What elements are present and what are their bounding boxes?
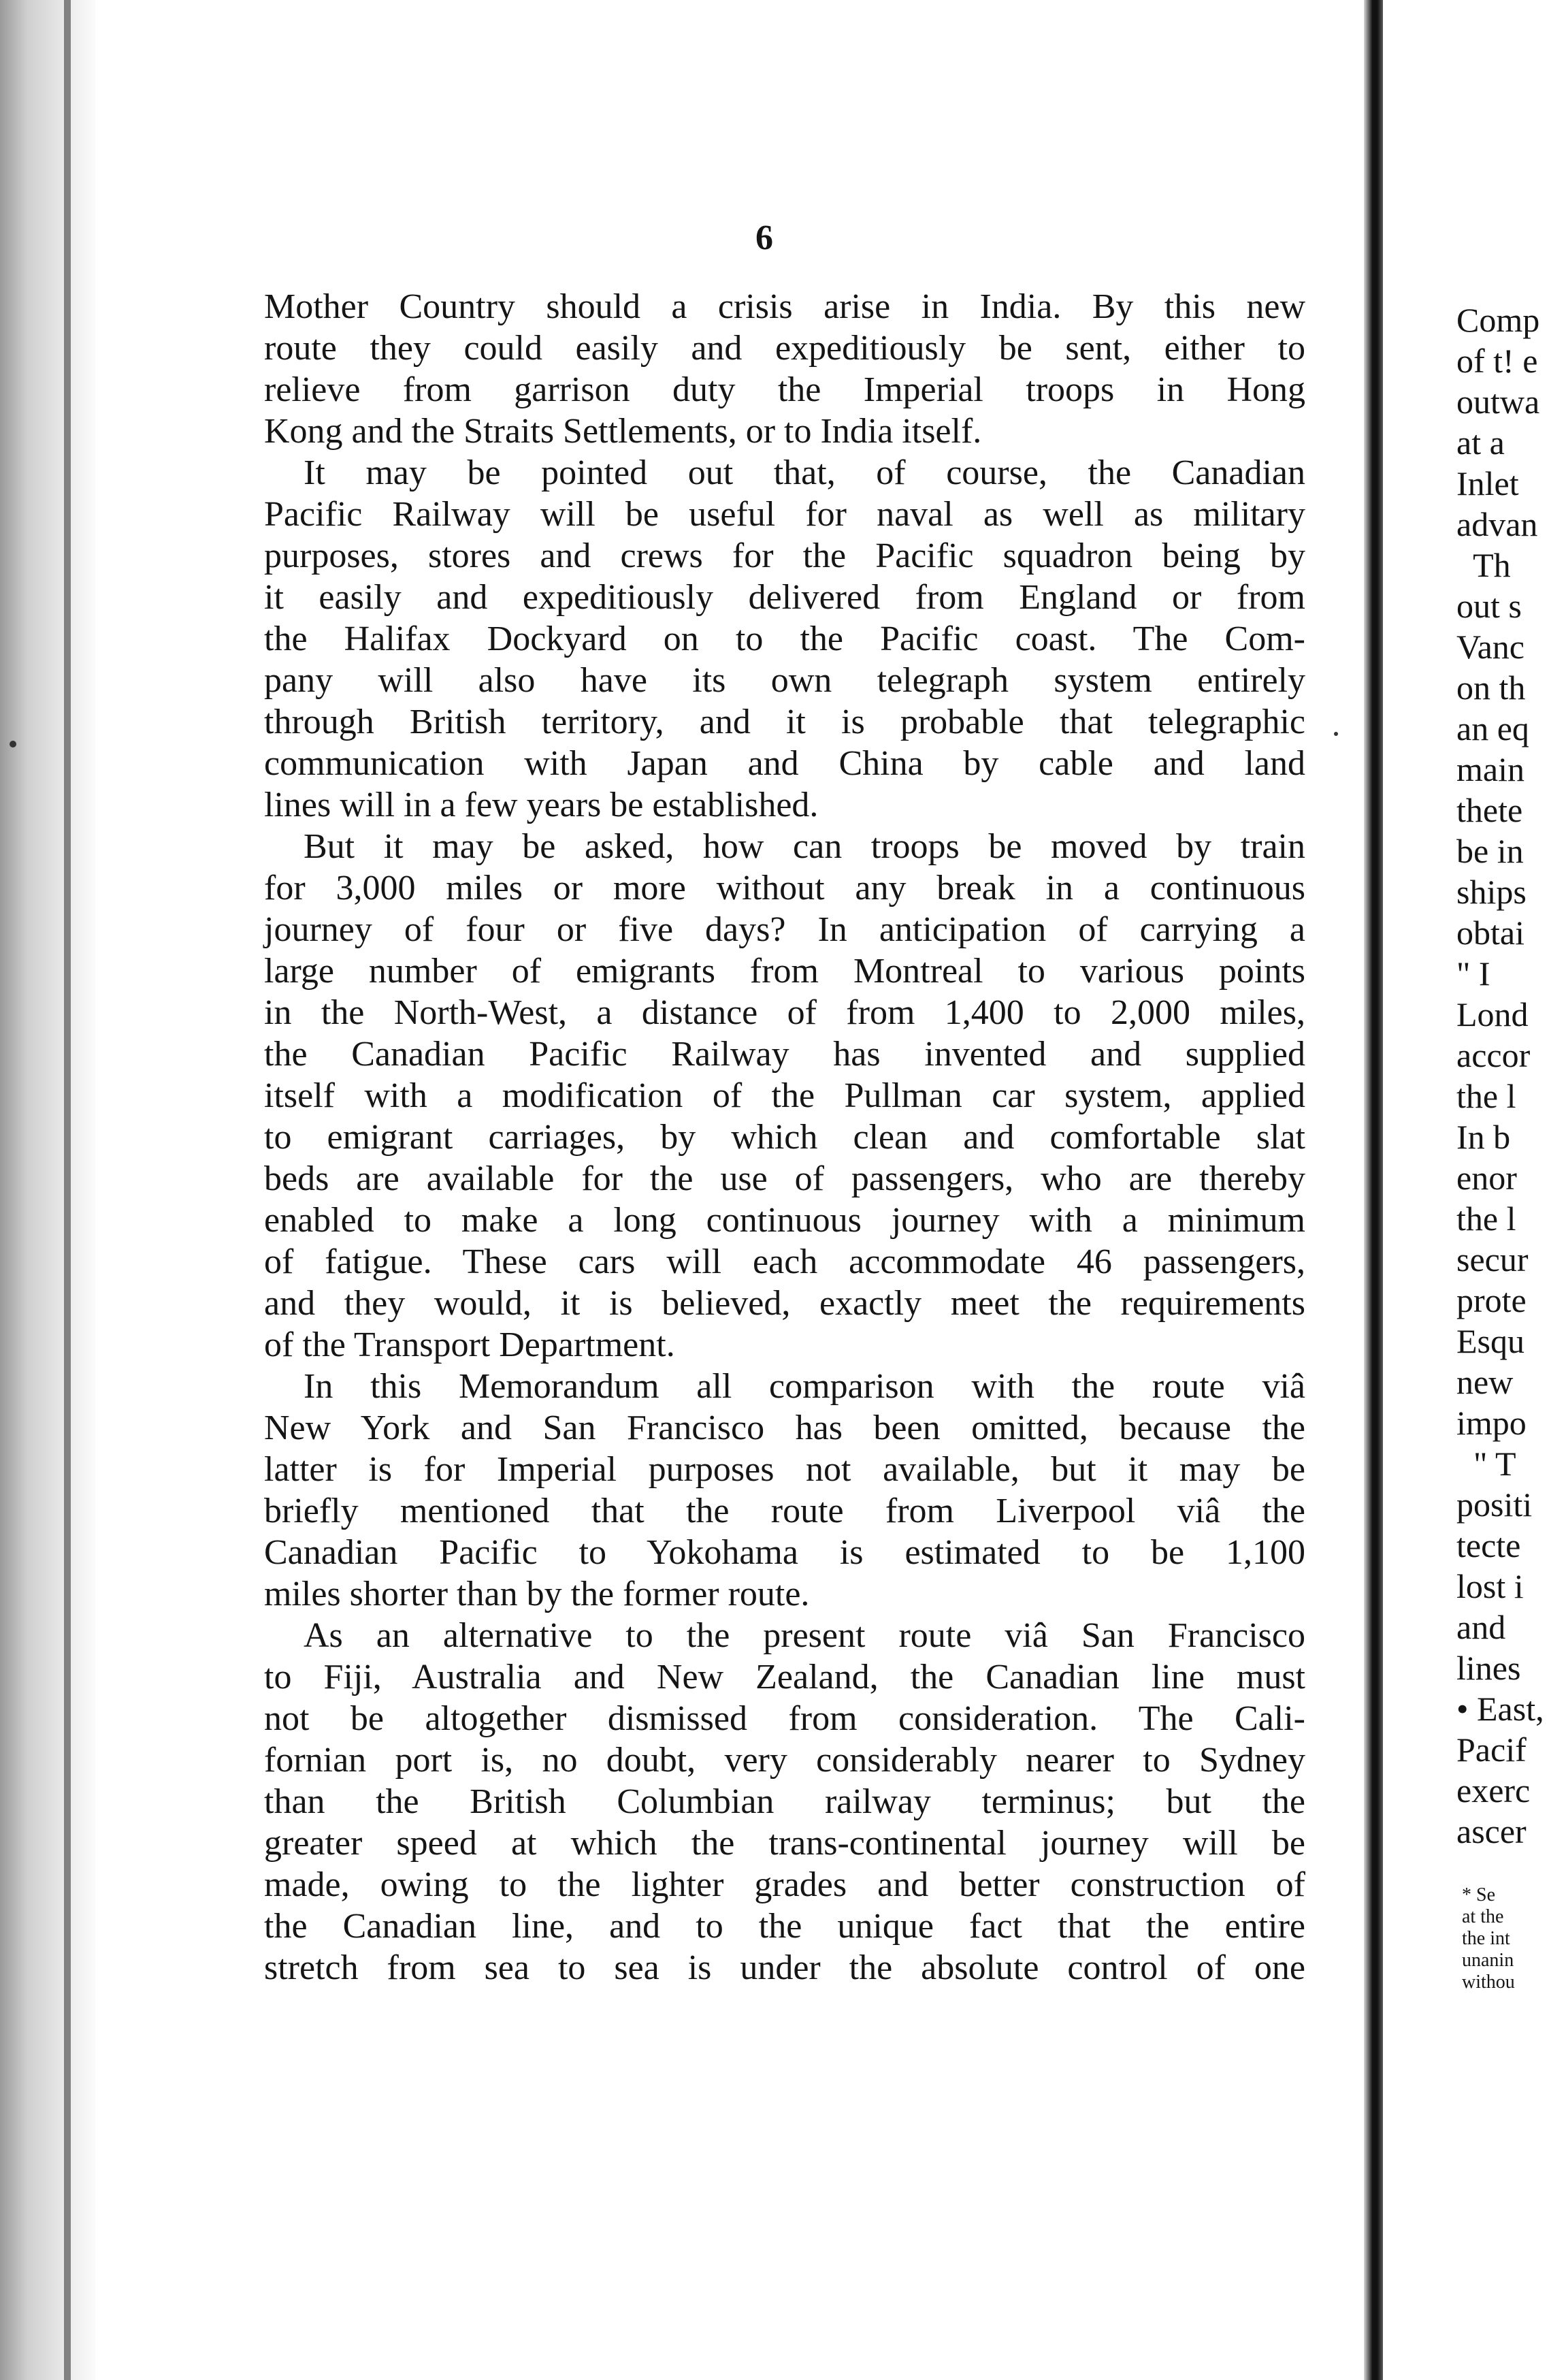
text-line: the Canadian line, and to the unique fact that the entire (264, 1907, 1305, 1946)
text-line: In this Memorandum all comparison with the route viâ (304, 1367, 1305, 1406)
text-line: and they would, it is believed, exactly meet the requirements (264, 1284, 1305, 1323)
text-line: As an alternative to the present route viâ San Francisco (304, 1616, 1305, 1655)
text-line: large number of emigrants from Montreal to various points (264, 952, 1305, 991)
text-line: to Fiji, Australia and New Zealand, the Canadian line must (264, 1658, 1305, 1696)
text-line: for 3,000 miles or more without any break in a continuous (264, 869, 1305, 907)
text-line: in the North-West, a distance of from 1,400 to 2,000 miles, (264, 993, 1305, 1032)
text-line: Canadian Pacific to Yokohama is estimated to be 1,100 (264, 1533, 1305, 1572)
text-line: communication with Japan and China by cable and land (264, 744, 1305, 783)
text-line: It may be pointed out that, of course, the Canadian (304, 453, 1305, 492)
text-line: itself with a modification of the Pullman car system, applied (264, 1076, 1305, 1115)
text-line: of fatigue. These cars will each accommodate 46 passengers, (264, 1242, 1305, 1281)
text-line: lines will in a few years be established. (264, 786, 819, 824)
text-line: enabled to make a long continuous journey with a minimum (264, 1201, 1305, 1240)
text-line: not be altogether dismissed from consideration. The Cali- (264, 1699, 1305, 1738)
text-line: route they could easily and expeditiously be sent, either to (264, 329, 1305, 368)
text-line: Pacific Railway will be useful for naval as well as military (264, 495, 1305, 534)
text-line: the Halifax Dockyard on to the Pacific coast. The Com- (264, 620, 1305, 658)
scan-speck (1334, 732, 1338, 736)
text-line: beds are available for the use of passengers, who are thereby (264, 1159, 1305, 1198)
body-text (264, 286, 1305, 1989)
book-gutter (1364, 0, 1383, 2380)
text-line: than the British Columbian railway terminus; but the (264, 1782, 1305, 1821)
scan-edge-left (0, 0, 102, 2380)
page-number: 6 (755, 219, 773, 257)
text-line: relieve from garrison duty the Imperial troops in Hong (264, 370, 1305, 409)
text-line: greater speed at which the trans-continental journey will be (264, 1824, 1305, 1863)
scan-binding-line (64, 0, 71, 2380)
text-line: made, owing to the lighter grades and better construction of (264, 1865, 1305, 1904)
text-line: pany will also have its own telegraph system entirely (264, 661, 1305, 700)
text-line: of the Transport Department. (264, 1325, 675, 1364)
text-line: briefly mentioned that the route from Liverpool viâ the (264, 1492, 1305, 1530)
text-line: purposes, stores and crews for the Pacific squadron being by (264, 536, 1305, 575)
text-line: it easily and expeditiously delivered from England or from (264, 578, 1305, 617)
text-line: Mother Country should a crisis arise in India. By this new (264, 287, 1305, 326)
right-page-footnote-fragment: * Se at the the int unanin withou (1462, 1884, 1515, 1993)
text-line: journey of four or five days? In anticipation of carrying a (264, 910, 1305, 949)
text-line: New York and San Francisco has been omitted, because the (264, 1409, 1305, 1447)
scan-speck (10, 741, 16, 747)
right-page-text-fragment: Comp of t! e outwa at a Inlet advan Th out s Vanc on th an eq main thete be in ships obtai " I Lond accor the l In b enor the l secur prote Esqu new impo " T positi tecte lost i and lines • East, Pacif exerc ascer (1456, 301, 1544, 1850)
left-page-text-column (264, 286, 1305, 1989)
text-line: the Canadian Pacific Railway has invented and supplied (264, 1035, 1305, 1074)
text-line: But it may be asked, how can troops be moved by train (304, 827, 1305, 866)
text-line: fornian port is, no doubt, very considerably nearer to Sydney (264, 1741, 1305, 1780)
text-line: miles shorter than by the former route. (264, 1575, 810, 1613)
text-line: through British territory, and it is probable that telegraphic (264, 703, 1305, 741)
text-line: latter is for Imperial purposes not available, but it may be (264, 1450, 1305, 1489)
text-line: to emigrant carriages, by which clean and comfortable slat (264, 1118, 1305, 1157)
text-line: Kong and the Straits Settlements, or to India itself. (264, 412, 982, 451)
text-line: stretch from sea to sea is under the absolute control of one (264, 1948, 1305, 1987)
